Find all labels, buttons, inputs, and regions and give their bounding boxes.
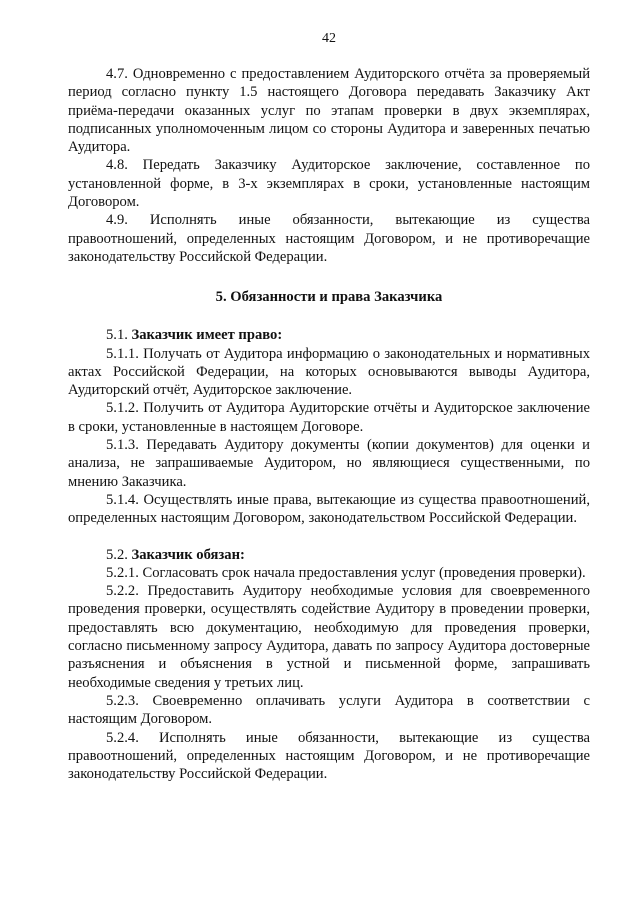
clause-5-2-3: 5.2.3. Своевременно оплачивать услуги Аудитора в соответствии с настоящим Договором. bbox=[68, 692, 590, 728]
clause-5-1-1: 5.1.1. Получать от Аудитора информацию о законодательных и нормативных актах Российской Федерации, на которых основываются выводы Аудитора, Аудиторский отчёт, Аудиторское заключение. bbox=[68, 345, 590, 399]
clause-5-2-2: 5.2.2. Предоставить Аудитору необходимые условия для своевременного проведения проверки, осуществлять содействие Аудитору в проведении проверки, предоставлять всю документацию, необходимую для проведения проверки, согласно письменному запросу Аудитора, давать по запросу Аудитора достоверные разъяснения и объяснения в устной и письменной форме, запрашивать необходимые сведения у третьих лиц. bbox=[68, 583, 590, 691]
subsection-5-2-heading bbox=[68, 546, 590, 564]
clause-4-9: 4.9. Исполнять иные обязанности, вытекающие из существа правоотношений, определенных настоящим Договором, и не противоречащие законодательству Российской Федерации. bbox=[68, 212, 590, 265]
section-spacer bbox=[68, 528, 590, 546]
subsection-5-2-number: 5.2. bbox=[106, 546, 128, 563]
clause-4-7: 4.7. Одновременно с предоставлением Аудиторского отчёта за проверяемый период согласно пункту 1.5 настоящего Договора передавать Заказчику Акт приёма-передачи оказанных услуг по этапам проверки в двух экземплярах, подписанных уполномоченным лицом со стороны Аудитора и заверенных печатью Аудитора. bbox=[68, 66, 590, 156]
clause-5-2-4: 5.2.4. Исполнять иные обязанности, вытекающие из существа правоотношений, определенных настоящим Договором, и не противоречащие законодательству Российской Федерации. bbox=[68, 729, 590, 783]
subsection-5-1-number: 5.1. bbox=[106, 327, 128, 344]
clause-5-1-3: 5.1.3. Передавать Аудитору документы (копии документов) для оценки и анализа, не запрашиваемые Аудитором, но являющиеся существенными, по мнению Заказчика. bbox=[68, 437, 590, 490]
subsection-5-2-title: Заказчик обязан: bbox=[131, 546, 245, 563]
clause-4-8: 4.8. Передать Заказчику Аудиторское заключение, составленное по установленной форме, в 3-х экземплярах в сроки, установленные настоящим Договором. bbox=[68, 157, 590, 211]
subsection-5-1-heading bbox=[68, 326, 590, 344]
section-5-heading: 5. Обязанности и права Заказчика bbox=[215, 289, 443, 306]
clause-5-2-1: 5.2.1. Согласовать срок начала предоставления услуг (проведения проверки). bbox=[106, 564, 586, 581]
clause-5-1-2: 5.1.2. Получить от Аудитора Аудиторские отчёты и Аудиторское заключение в сроки, установленные в настоящем Договоре. bbox=[68, 400, 590, 435]
document-page bbox=[68, 30, 590, 783]
subsection-5-1-title: Заказчик имеет право: bbox=[131, 327, 283, 344]
clause-5-1-4: 5.1.4. Осуществлять иные права, вытекающие из существа правоотношений, определенных настоящим Договором, законодательством Российской Федерации. bbox=[68, 491, 590, 527]
page-number: 42 bbox=[322, 31, 336, 46]
